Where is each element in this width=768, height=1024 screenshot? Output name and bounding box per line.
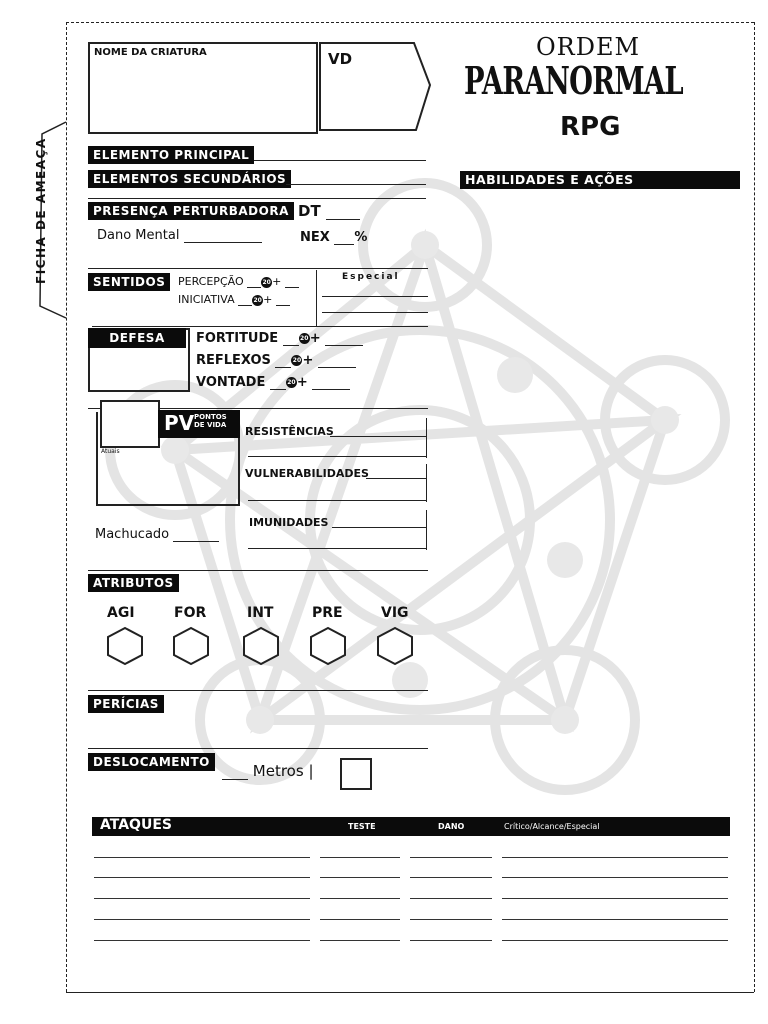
deslocamento-top-line — [88, 748, 428, 749]
habilidades-label: HABILIDADES E AÇÕES — [460, 171, 740, 189]
dano-mental-field[interactable] — [184, 230, 262, 243]
attack-teste-line[interactable] — [320, 919, 400, 920]
logo-rpg: RPG — [560, 112, 621, 142]
attack-teste-line[interactable] — [320, 857, 400, 858]
machucado-row: Machucado — [95, 527, 219, 542]
attr-vig-label: VIG — [381, 605, 409, 621]
attack-teste-line[interactable] — [320, 877, 400, 878]
frame-top — [66, 22, 754, 23]
vulnerabilidades-edge — [426, 464, 427, 502]
creature-name-label: NOME DA CRIATURA — [94, 47, 207, 58]
iniciativa-row: INICIATIVA 20+ — [178, 293, 290, 306]
attr-pre-hex[interactable] — [308, 626, 348, 666]
attack-teste-line[interactable] — [320, 940, 400, 941]
attr-pre-label: PRE — [312, 605, 343, 621]
resistencias-line-2[interactable] — [248, 456, 426, 457]
dt-field[interactable] — [326, 207, 360, 220]
attr-agi-hex[interactable] — [105, 626, 145, 666]
imunidades-edge — [426, 510, 427, 550]
atributos-label: ATRIBUTOS — [88, 574, 179, 592]
imunidades-line-2[interactable] — [248, 548, 426, 549]
percepcao-bonus[interactable] — [285, 275, 299, 288]
d20-icon: 20 — [300, 335, 309, 342]
resistencias-line-1[interactable] — [330, 436, 426, 437]
attack-dano-line[interactable] — [410, 919, 492, 920]
critico-label: Crítico/Alcance/Especial — [504, 822, 600, 831]
attack-name-line[interactable] — [94, 898, 310, 899]
nex-row: NEX % — [300, 230, 368, 245]
vulnerabilidades-line-1[interactable] — [366, 478, 426, 479]
d20-icon: 20 — [253, 296, 262, 304]
fortitude-row: FORTITUDE 20+ — [196, 331, 363, 346]
ataques-label: ATAQUES — [100, 817, 172, 833]
sentidos-bottom-line — [92, 326, 428, 327]
attack-critico-line[interactable] — [502, 898, 728, 899]
pv-atuais-label: Atuais — [101, 448, 120, 455]
dt-label: DT — [298, 202, 360, 220]
fortitude-field[interactable] — [283, 333, 299, 346]
d20-icon: 20 — [262, 278, 271, 286]
attack-name-line[interactable] — [94, 877, 310, 878]
percepcao-field[interactable] — [247, 275, 261, 288]
vontade-field[interactable] — [270, 377, 286, 390]
resistencias-edge — [426, 418, 427, 458]
vontade-row: VONTADE 20+ — [196, 375, 350, 390]
especial-line-2[interactable] — [322, 312, 428, 313]
presenca-label: PRESENÇA PERTURBADORA — [88, 202, 294, 220]
iniciativa-field[interactable] — [238, 293, 252, 306]
machucado-field[interactable] — [173, 529, 219, 542]
fortitude-bonus[interactable] — [325, 333, 363, 346]
sentidos-top-line — [88, 268, 428, 269]
attack-dano-line[interactable] — [410, 877, 492, 878]
pericias-label: PERÍCIAS — [88, 695, 164, 713]
frame-right — [754, 22, 755, 992]
especial-line-1[interactable] — [322, 296, 428, 297]
vulnerabilidades-line-2[interactable] — [248, 500, 426, 501]
attack-dano-line[interactable] — [410, 940, 492, 941]
attr-vig-hex[interactable] — [375, 626, 415, 666]
vontade-bonus[interactable] — [312, 377, 350, 390]
deslocamento-label: DESLOCAMENTO — [88, 753, 215, 771]
atributos-top-line — [88, 570, 428, 571]
especial-label: Especial — [342, 272, 400, 282]
deslocamento-box[interactable] — [340, 758, 372, 790]
teste-label: TESTE — [348, 822, 376, 831]
nex-field[interactable] — [334, 232, 354, 245]
attr-for-label: FOR — [174, 605, 207, 621]
elementos-secundarios-label: ELEMENTOS SECUNDÁRIOS — [88, 170, 291, 188]
d20-icon: 20 — [292, 357, 302, 364]
attack-critico-line[interactable] — [502, 940, 728, 941]
logo-ordem: ORDEM — [536, 33, 641, 61]
sentidos-divider — [316, 270, 317, 326]
ataques-header-bar — [92, 817, 730, 836]
imunidades-line-1[interactable] — [332, 527, 426, 528]
iniciativa-bonus[interactable] — [276, 293, 290, 306]
resistencias-label: RESISTÊNCIAS — [245, 425, 334, 438]
dano-mental-row: Dano Mental — [97, 228, 262, 243]
reflexos-row: REFLEXOS 20+ — [196, 353, 356, 368]
side-tab-label: FICHA DE AMEAÇA — [34, 137, 48, 284]
pv-pontos-label: PONTOS DE VIDA — [194, 413, 227, 429]
vulnerabilidades-label: VULNERABILIDADES — [245, 467, 369, 480]
attack-dano-line[interactable] — [410, 898, 492, 899]
attack-name-line[interactable] — [94, 919, 310, 920]
attack-name-line[interactable] — [94, 857, 310, 858]
frame-bottom — [66, 992, 754, 993]
vd-label: VD — [328, 50, 353, 68]
attr-int-label: INT — [247, 605, 274, 621]
elementos-secundarios-line[interactable] — [286, 184, 426, 185]
reflexos-field[interactable] — [275, 355, 291, 368]
elemento-principal-line[interactable] — [254, 160, 426, 161]
attack-critico-line[interactable] — [502, 877, 728, 878]
pericias-top-line — [88, 690, 428, 691]
attack-name-line[interactable] — [94, 940, 310, 941]
sentidos-label: SENTIDOS — [88, 273, 170, 291]
attr-int-hex[interactable] — [241, 626, 281, 666]
reflexos-bonus[interactable] — [318, 355, 356, 368]
attr-for-hex[interactable] — [171, 626, 211, 666]
imunidades-label: IMUNIDADES — [249, 516, 329, 529]
logo-paranormal: PARANORMAL — [464, 58, 683, 103]
elemento-principal-label: ELEMENTO PRINCIPAL — [88, 146, 254, 164]
attr-agi-label: AGI — [107, 605, 135, 621]
attack-teste-line[interactable] — [320, 898, 400, 899]
attack-dano-line[interactable] — [410, 857, 492, 858]
presenca-top-line — [88, 198, 426, 199]
deslocamento-field[interactable] — [222, 767, 248, 780]
d20-icon: 20 — [287, 379, 296, 386]
attack-critico-line[interactable] — [502, 919, 728, 920]
percepcao-row: PERCEPÇÃO 20+ — [178, 275, 299, 288]
attack-critico-line[interactable] — [502, 857, 728, 858]
dano-label: DANO — [438, 822, 465, 831]
deslocamento-row: Metros | — [222, 762, 314, 780]
pv-current-box[interactable] — [100, 400, 160, 448]
defesa-label: DEFESA — [88, 328, 186, 348]
pv-label: PV — [164, 411, 195, 435]
